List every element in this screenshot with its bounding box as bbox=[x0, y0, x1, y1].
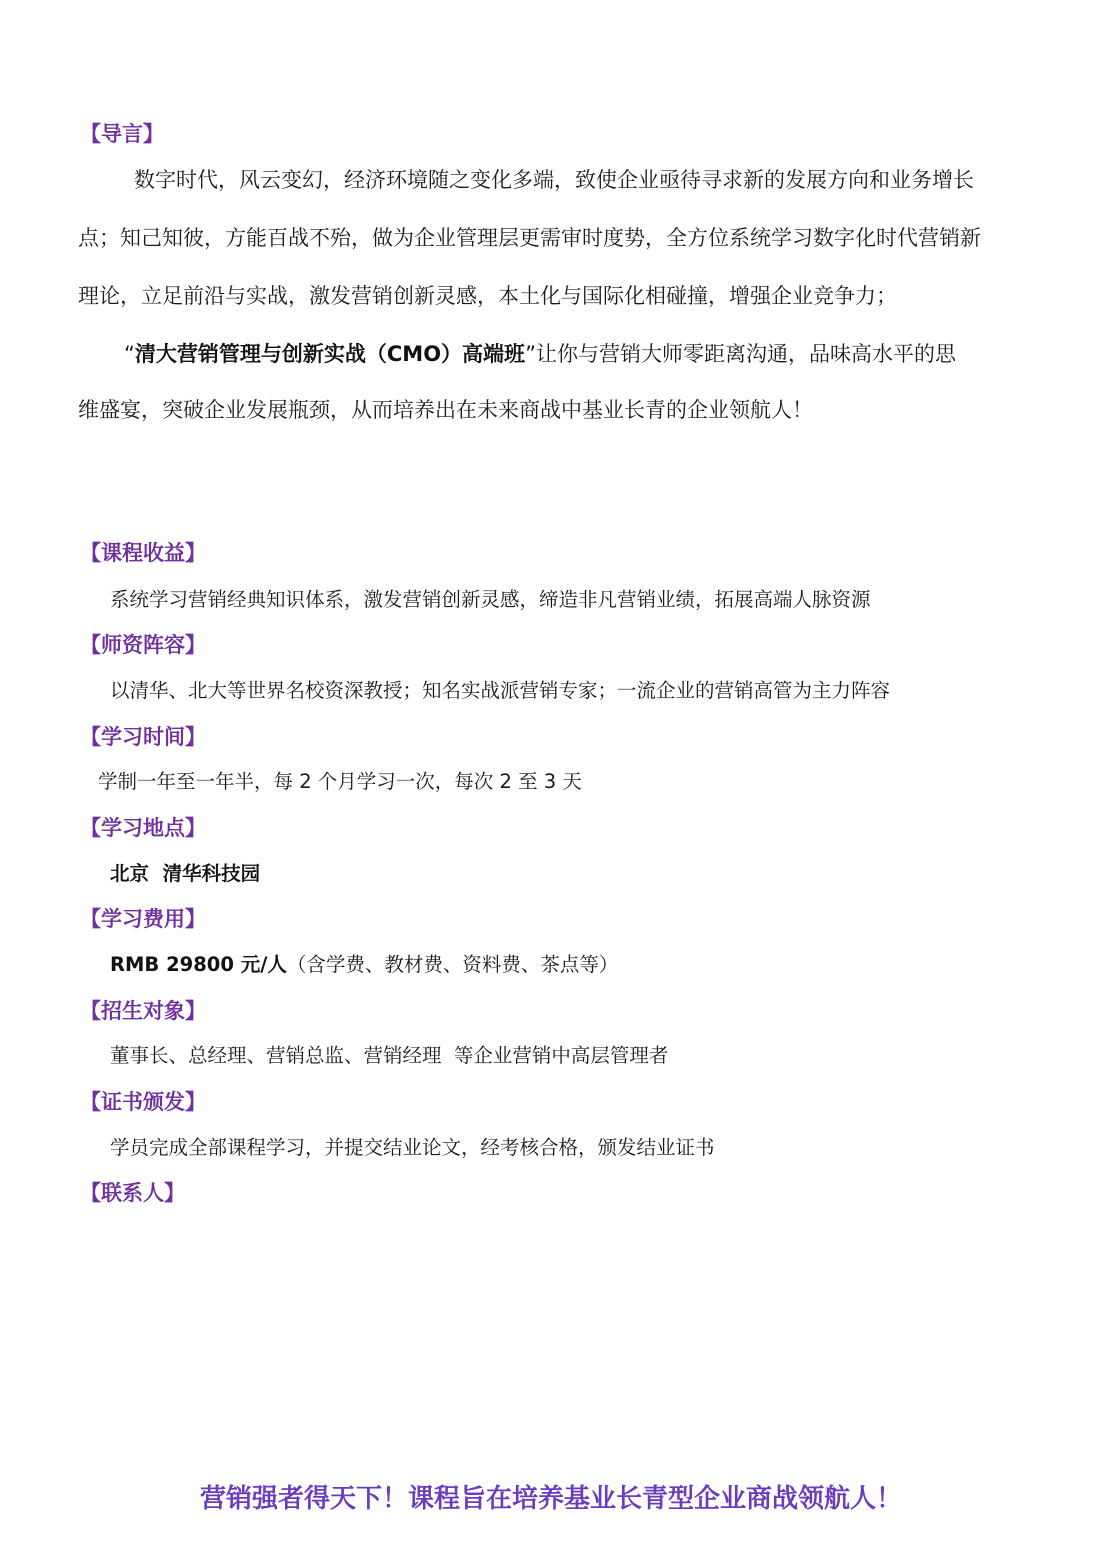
section-heading-location: 【学习地点】 bbox=[80, 816, 206, 840]
intro-line-4 bbox=[124, 339, 956, 369]
section-heading-time: 【学习时间】 bbox=[80, 725, 206, 749]
section-heading-faculty: 【师资阵容】 bbox=[80, 633, 206, 657]
fee-note: （含学费、教材费、资料费、茶点等） bbox=[286, 953, 619, 976]
fee-value: RMB 29800 元/人 bbox=[110, 953, 287, 976]
intro-line-3: 理论，立足前沿与实战，激发营销创新灵感，本土化与国际化相碰撞，增强企业竞争力； bbox=[78, 284, 897, 308]
intro-line-1: 数字时代，风云变幻，经济环境随之变化多端，致使企业亟待寻求新的发展方向和业务增长 bbox=[134, 168, 974, 192]
section-text-certificate: 学员完成全部课程学习，并提交结业论文，经考核合格，颁发结业证书 bbox=[110, 1136, 715, 1159]
quote-open: “ bbox=[124, 342, 135, 366]
location-value: 北京 清华科技园 bbox=[110, 862, 261, 885]
intro-line-4-rest: ”让你与营销大师零距离沟通，品味高水平的思 bbox=[525, 342, 956, 366]
section-heading-fee: 【学习费用】 bbox=[80, 907, 206, 931]
section-text-benefits: 系统学习营销经典知识体系，激发营销创新灵感，缔造非凡营销业绩，拓展高端人脉资源 bbox=[110, 588, 871, 611]
section-text-audience: 董事长、总经理、营销总监、营销经理 等企业营销中高层管理者 bbox=[110, 1044, 669, 1067]
program-name: 清大营销管理与创新实战（CMO）高端班 bbox=[134, 342, 526, 366]
section-text-faculty: 以清华、北大等世界名校资深教授；知名实战派营销专家；一流企业的营销高管为主力阵容 bbox=[110, 679, 891, 702]
section-heading-contact: 【联系人】 bbox=[80, 1181, 185, 1205]
section-text-fee bbox=[110, 950, 618, 980]
section-heading-certificate: 【证书颁发】 bbox=[80, 1090, 206, 1114]
section-text-time: 学制一年至一年半，每 2 个月学习一次，每次 2 至 3 天 bbox=[98, 770, 582, 793]
intro-heading: 【导言】 bbox=[80, 122, 164, 146]
intro-line-2: 点；知己知彼，方能百战不殆，做为企业管理层更需审时度势，全方位系统学习数字化时代营销新 bbox=[78, 226, 981, 250]
footer-slogan: 营销强者得天下！课程旨在培养基业长青型企业商战领航人！ bbox=[199, 1484, 902, 1514]
section-text-location bbox=[110, 859, 260, 889]
intro-line-5: 维盛宴，突破企业发展瓶颈，从而培养出在未来商战中基业长青的企业领航人！ bbox=[78, 398, 813, 422]
section-heading-audience: 【招生对象】 bbox=[80, 999, 206, 1023]
section-heading-benefits: 【课程收益】 bbox=[80, 541, 206, 565]
